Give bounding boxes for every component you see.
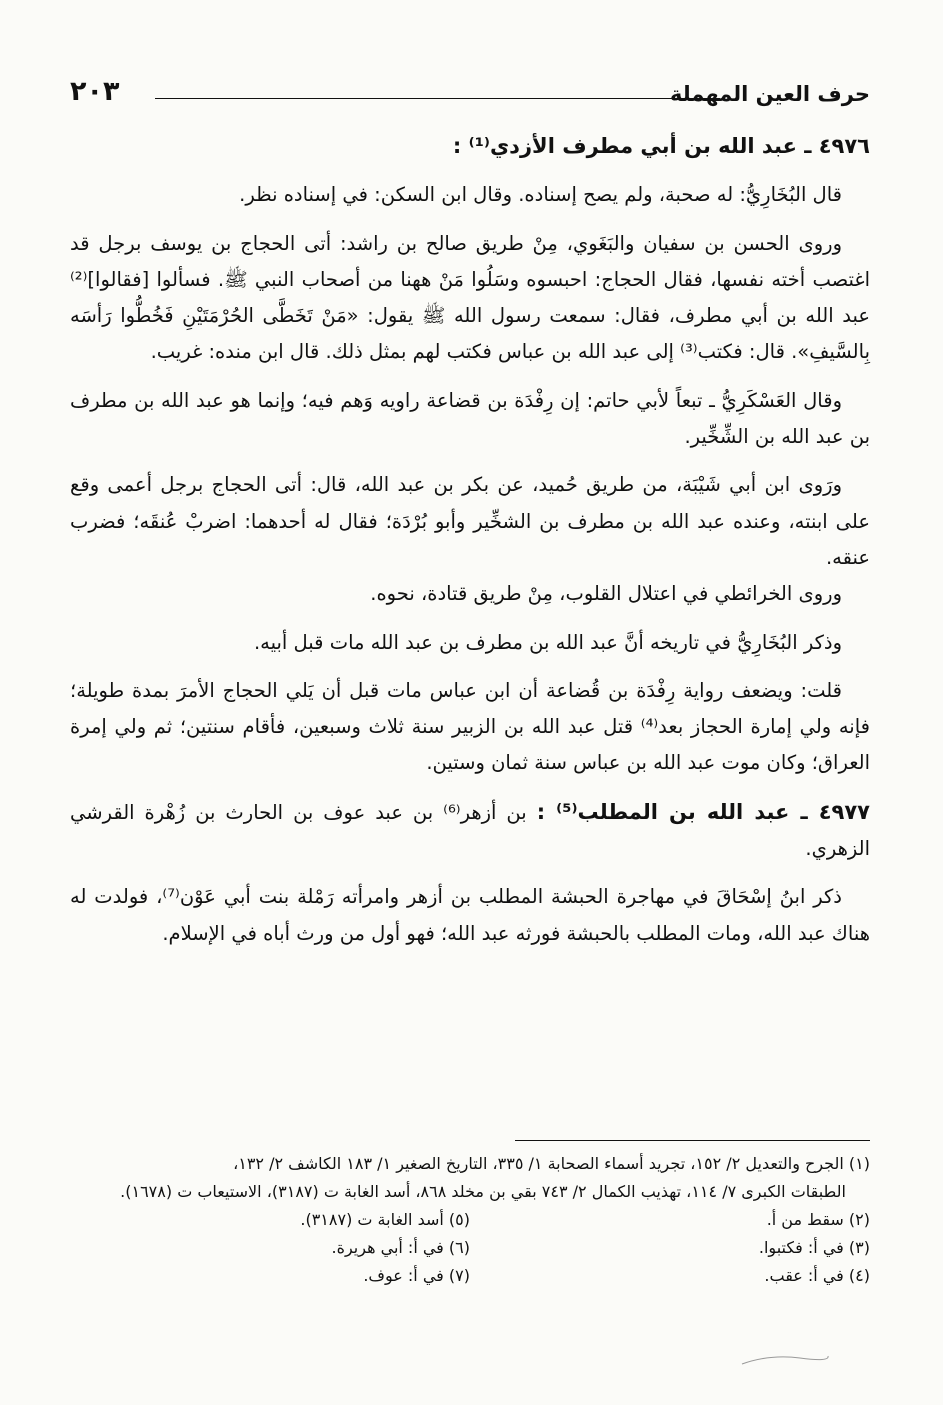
entry-heading-4976: ٤٩٧٦ ـ عبد الله بن أبي مطرف الأزدي⁽¹⁾ : — [452, 134, 870, 158]
footnote-column-left — [70, 1206, 470, 1290]
paragraph: ورَوى ابن أبي شَيْبَة، من طريق حُميد، عن بكر بن عبد الله، قال: أتى الحجاج برجل أعمى وقع على ابنته، وعنده عبد الله بن مطرف بن الشخِّير وأبو بُرْدَة؛ فقال له أحدهما: اضربْ عُنقَه؛ فضرب عنقه. — [70, 473, 870, 569]
paragraph: وروى الحسن بن سفيان والبَغَوي، مِنْ طريق صالح بن راشد: أتى الحجاج بن يوسف برجل قد اغتصب أخته نفسها، فقال الحجاج: احبسوه وسَلُوا مَنْ ههنا من أصحاب النبي ﷺ. فسألوا [فقالوا]⁽²⁾ عبد الله بن أبي مطرف، فقال: سمعت رسول الله ﷺ يقول: «مَنْ تَخَطَّى الحُرْمَتَيْنِ فَخُطُّوا رَأسَه بِالسَّيفِ». قال: فكتب⁽³⁾ إلى عبد الله بن عباس فكتب لهم بمثل ذلك. قال ابن منده: غريب. — [70, 231, 870, 364]
paragraph: قال البُخَارِيُّ: له صحبة، ولم يصح إسناده. وقال ابن السكن: في إسناده نظر. — [239, 183, 842, 207]
entry-text: بن أزهر⁽⁶⁾ بن عبد عوف بن الحارث بن زُهْرة القرشي الزهري. — [70, 800, 870, 861]
footnote-column-right — [470, 1206, 870, 1290]
paragraph: وقال العَسْكَرِيُّ ـ تبعاً لأبي حاتم: إن رِفْدَة بن قضاعة راويه وَهم فيه؛ وإنما هو عبد الله بن مطرف بن عبد الله بن الشِّخِّير. — [70, 388, 870, 449]
footnotes — [70, 1150, 870, 1290]
footnote-4: (٤) في أ: عقب. — [764, 1266, 870, 1285]
footnote-2: (٢) سقط من أ. — [766, 1210, 870, 1229]
main-text — [70, 128, 870, 964]
page-number: ٢٠٣ — [70, 76, 120, 107]
footnote-1: (١) الجرح والتعديل ٢/ ١٥٢، تجريد أسماء الصحابة ١/ ٣٣٥، التاريخ الصغير ١/ ١٨٣ الكاشف ٢/ ١٣٢، الطبقات الكبرى ٧/ ١١٤، تهذيب الكمال ٢/ ٧٤٣ بقي بن مخلد ٨٦٨، أسد الغابة ت (٣١٨٧)، الاستيعاب ت (١٦٧٨). — [120, 1154, 870, 1201]
paragraph: وذكر البُخَارِيُّ في تاريخه أنَّ عبد الله بن مطرف بن عبد الله مات قبل أبيه. — [253, 630, 842, 654]
footnote-3: (٣) في أ: فكتبوا. — [758, 1238, 870, 1257]
footnote-6: (٦) في أ: أبي هريرة. — [331, 1238, 470, 1257]
pencil-mark — [740, 1350, 830, 1370]
chapter-title: حرف العين المهملة — [669, 82, 870, 106]
footnote-5: (٥) أسد الغابة ت (٣١٨٧). — [300, 1210, 470, 1229]
paragraph: وروى الخرائطي في اعتلال القلوب، مِنْ طريق قتادة، نحوه. — [370, 582, 842, 606]
header-rule — [155, 98, 720, 99]
footnote-7: (٧) في أ: عوف. — [363, 1266, 470, 1285]
entry-heading-4977: ٤٩٧٧ ـ عبد الله بن المطلب⁽⁵⁾ : — [536, 799, 871, 824]
paragraph: ذكر ابنُ إسْحَاقَ في مهاجرة الحبشة المطلب بن أزهر وامرأته رَمْلة بنت أبي عَوْن⁽⁷⁾، فولدت له هناك عبد الله، ومات المطلب بالحبشة فورثه عبد الله؛ فهو أول من ورث أباه في الإسلام. — [70, 885, 870, 945]
entry-4977 — [70, 794, 870, 868]
page-header — [70, 76, 870, 116]
book-page — [70, 0, 870, 1405]
footnote-rule — [515, 1140, 870, 1141]
footnote-columns — [70, 1206, 870, 1290]
paragraph: قلت: ويضعف رواية رِفْدَة بن قُضاعة أن ابن عباس مات قبل أن يَلي الحجاج الأمرَ بمدة طويلة؛ فإنه ولي إمارة الحجاز بعد⁽⁴⁾ قتل عبد الله بن الزبير سنة ثلاث وسبعين، فأقام سنتين؛ ثم ولي إمرة العراق؛ وكان موت عبد الله بن عباس سنة ثمان وستين. — [70, 678, 870, 775]
